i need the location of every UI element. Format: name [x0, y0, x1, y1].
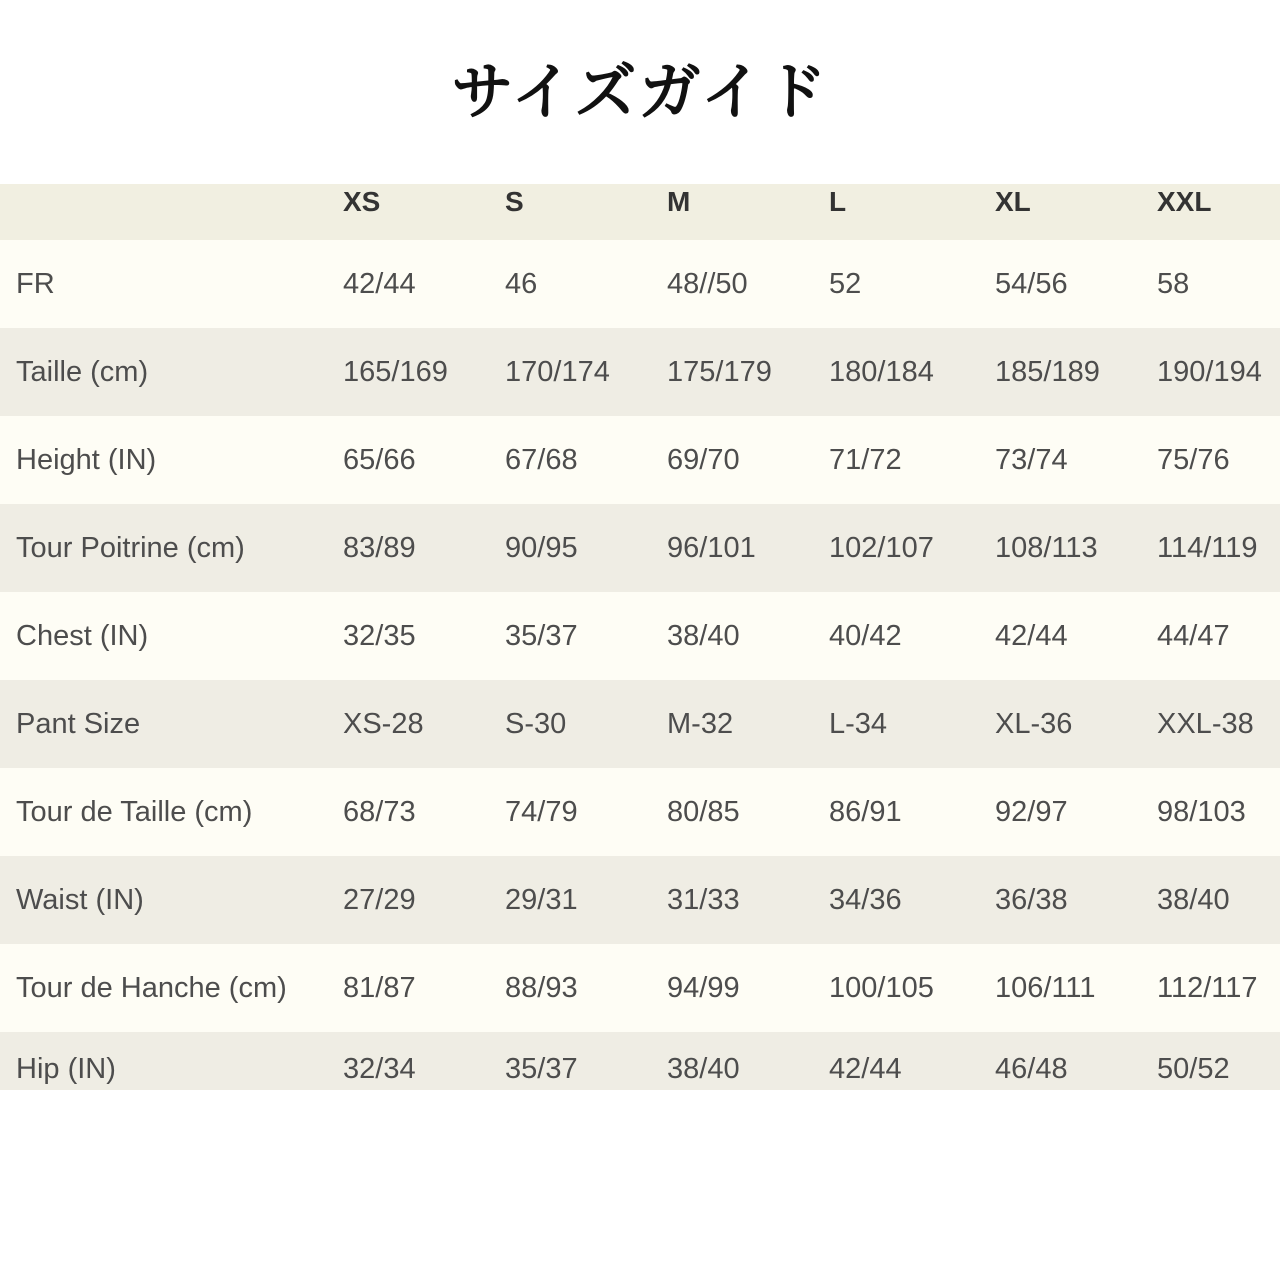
- table-cell: 106/111: [995, 971, 1096, 1004]
- table-cell: XXL-38: [1157, 707, 1254, 740]
- table-cell: 81/87: [343, 971, 416, 1004]
- table-cell: 90/95: [505, 531, 578, 564]
- table-cell: 83/89: [343, 531, 416, 564]
- table-cell: 46: [505, 267, 538, 300]
- table-row: [0, 592, 1280, 680]
- table-cell: 32/35: [343, 619, 416, 652]
- table-cell: 29/31: [505, 883, 578, 916]
- header-cell-s: S: [505, 186, 524, 217]
- row-label: Tour de Hanche (cm): [16, 971, 287, 1004]
- table-cell: 34/36: [829, 883, 902, 916]
- table-cell: 31/33: [667, 883, 740, 916]
- table-cell: 175/179: [667, 355, 772, 388]
- table-cell: 96/101: [667, 531, 756, 564]
- table-cell: 67/68: [505, 443, 578, 476]
- table-row: [0, 328, 1280, 416]
- table-cell: 88/93: [505, 971, 578, 1004]
- table-cell: 165/169: [343, 355, 448, 388]
- table-cell: 65/66: [343, 443, 416, 476]
- table-cell: 35/37: [505, 1053, 578, 1085]
- table-cell: 42/44: [829, 1053, 902, 1085]
- table-cell: 73/74: [995, 443, 1068, 476]
- table-cell: 170/174: [505, 355, 610, 388]
- table-cell: 108/113: [995, 531, 1098, 564]
- row-label: Height (IN): [16, 443, 157, 476]
- table-cell: L-34: [829, 707, 888, 740]
- row-label: Chest (IN): [16, 619, 149, 652]
- row-label: Hip (IN): [16, 1053, 116, 1085]
- table-cell: S-30: [505, 707, 567, 740]
- header-cell-label: [16, 184, 336, 240]
- table-cell: 94/99: [667, 971, 740, 1004]
- table-cell: 48//50: [667, 267, 748, 300]
- table-row: [0, 1032, 1280, 1090]
- table-row: [0, 680, 1280, 768]
- table-cell: 86/91: [829, 795, 902, 828]
- page-title: サイズガイド: [451, 55, 829, 128]
- table-cell: 46/48: [995, 1053, 1068, 1085]
- table-cell: 36/38: [995, 883, 1068, 916]
- row-label: FR: [16, 267, 55, 300]
- table-row: [0, 856, 1280, 944]
- table-cell: 74/79: [505, 795, 578, 828]
- table-cell: 69/70: [667, 443, 740, 476]
- table-cell: XS-28: [343, 707, 424, 740]
- table-cell: 32/34: [343, 1053, 416, 1085]
- header-cell-m: M: [667, 186, 691, 217]
- table-row: [0, 768, 1280, 856]
- table-cell: 102/107: [829, 531, 934, 564]
- table-cell: 80/85: [667, 795, 740, 828]
- table-row: [0, 240, 1280, 328]
- table-cell: 52: [829, 267, 862, 300]
- table-cell: 38/40: [667, 619, 740, 652]
- table-cell: 100/105: [829, 971, 934, 1004]
- table-cell: 112/117: [1157, 971, 1258, 1004]
- table-cell: 180/184: [829, 355, 934, 388]
- table-cell: XL-36: [995, 707, 1073, 740]
- row-label: Pant Size: [16, 707, 141, 740]
- table-cell: 40/42: [829, 619, 902, 652]
- table-cell: 114/119: [1157, 531, 1258, 564]
- row-label: Taille (cm): [16, 355, 149, 388]
- table-cell: 35/37: [505, 619, 578, 652]
- table-cell: 98/103: [1157, 795, 1246, 828]
- header-cell-xl: XL: [995, 186, 1031, 217]
- table-row: [0, 504, 1280, 592]
- table-cell: M-32: [667, 707, 734, 740]
- table-row: [0, 944, 1280, 1032]
- table-cell: 71/72: [829, 443, 902, 476]
- table-cell: 75/76: [1157, 443, 1230, 476]
- table-cell: 42/44: [995, 619, 1068, 652]
- table-cell: 68/73: [343, 795, 416, 828]
- row-label: Tour Poitrine (cm): [16, 531, 245, 564]
- table-cell: 50/52: [1157, 1053, 1230, 1085]
- table-cell: 27/29: [343, 883, 416, 916]
- table-cell: 44/47: [1157, 619, 1230, 652]
- table-cell: 42/44: [343, 267, 416, 300]
- size-table: [0, 184, 1280, 1090]
- header-cell-xs: XS: [343, 186, 381, 217]
- table-cell: 58: [1157, 267, 1190, 300]
- header-cell-xxl: XXL: [1157, 186, 1212, 217]
- header-cell-l: L: [829, 186, 847, 217]
- table-cell: 185/189: [995, 355, 1100, 388]
- table-cell: 38/40: [667, 1053, 740, 1085]
- table-header-row: [0, 184, 1280, 240]
- table-cell: 54/56: [995, 267, 1068, 300]
- table-cell: 92/97: [995, 795, 1068, 828]
- row-label: Waist (IN): [16, 883, 144, 916]
- table-cell: 190/194: [1157, 355, 1262, 388]
- table-row: [0, 416, 1280, 504]
- table-cell: 38/40: [1157, 883, 1230, 916]
- row-label: Tour de Taille (cm): [16, 795, 253, 828]
